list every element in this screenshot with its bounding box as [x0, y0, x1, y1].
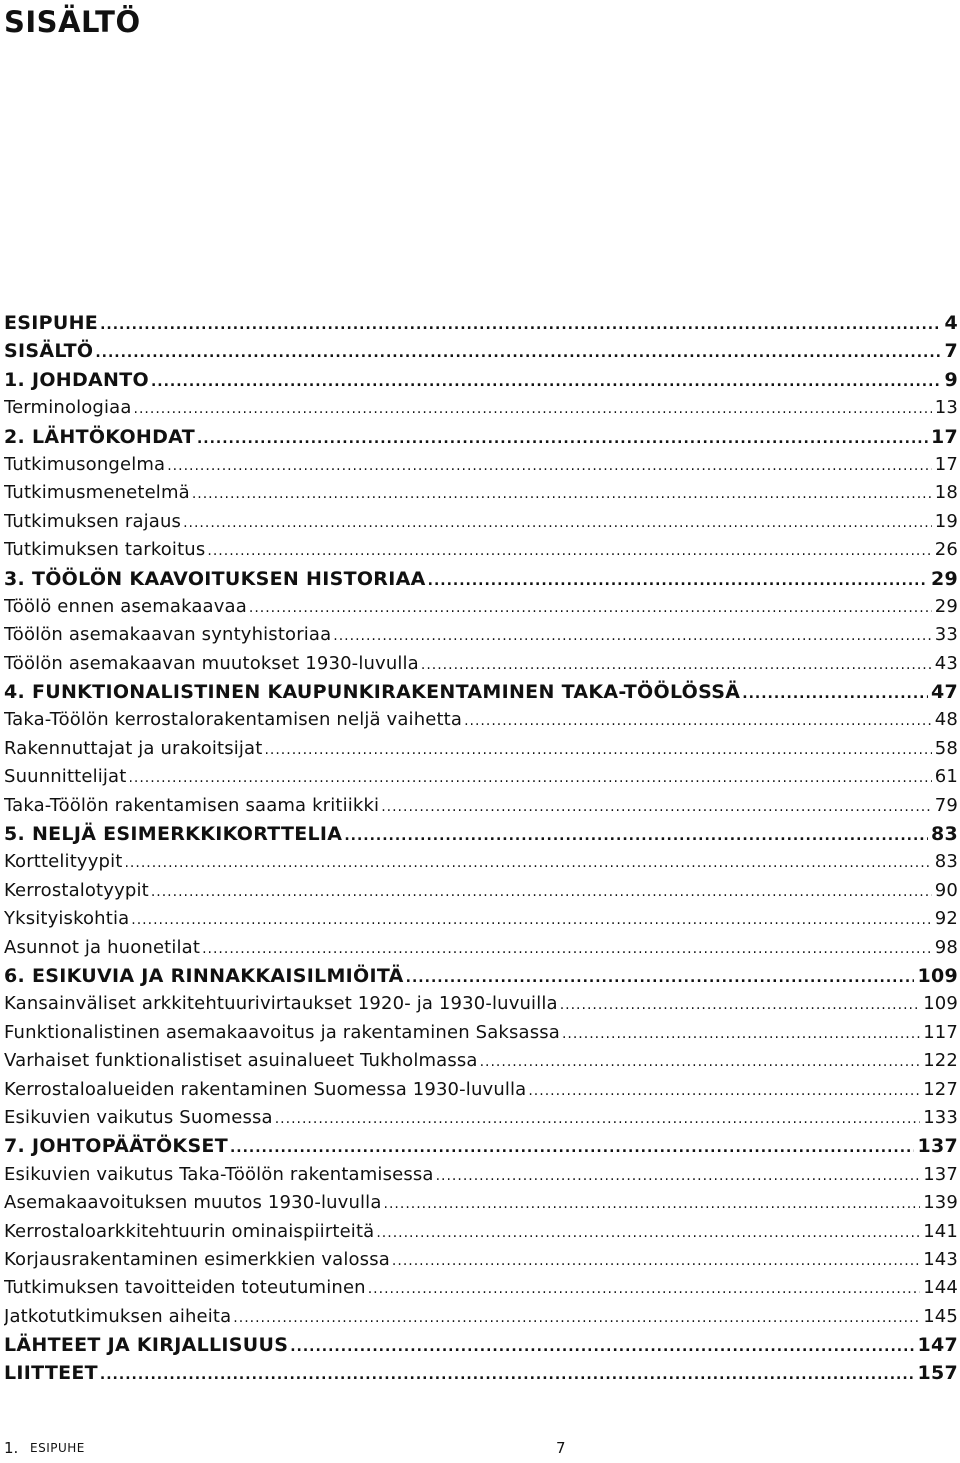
toc-leader-dots	[192, 480, 932, 507]
toc-chapter-entry[interactable]	[4, 820, 958, 848]
toc-entry-page: 4	[944, 312, 958, 334]
toc-entry-title: Jatkotutkimuksen aiheita	[4, 1305, 232, 1327]
toc-entry-title: 7. JOHTOPÄÄTÖKSET	[4, 1135, 228, 1158]
toc-entry-page: 13	[934, 397, 958, 419]
toc-section-entry[interactable]	[4, 621, 958, 649]
toc-section-entry[interactable]	[4, 763, 958, 791]
toc-leader-dots	[197, 425, 928, 451]
toc-leader-dots	[207, 537, 931, 564]
toc-chapter-entry[interactable]	[4, 337, 958, 365]
toc-entry-title: Rakennuttajat ja urakoitsijat	[4, 737, 263, 759]
toc-section-entry[interactable]	[4, 1047, 958, 1075]
toc-section-entry[interactable]	[4, 1076, 958, 1104]
toc-entry-page: 117	[923, 1021, 958, 1043]
toc-leader-dots	[406, 964, 915, 990]
toc-leader-dots	[344, 822, 928, 848]
toc-entry-page: 58	[934, 737, 958, 759]
toc-entry-page: 127	[923, 1078, 958, 1100]
toc-section-entry[interactable]	[4, 1161, 958, 1189]
toc-entry-title: 3. TÖÖLÖN KAAVOITUKSEN HISTORIAA	[4, 567, 426, 590]
toc-leader-dots	[124, 849, 931, 876]
toc-leader-dots	[376, 1219, 920, 1246]
toc-entry-title: SISÄLTÖ	[4, 340, 94, 363]
toc-entry-title: ESIPUHE	[4, 312, 99, 334]
toc-entry-title: Töölön asemakaavan syntyhistoriaa	[4, 624, 332, 646]
toc-section-entry[interactable]	[4, 650, 958, 678]
toc-entry-title: Yksityiskohtia	[4, 908, 130, 930]
toc-section-entry[interactable]	[4, 877, 958, 905]
toc-entry-page: 7	[944, 340, 958, 363]
toc-leader-dots	[562, 1020, 920, 1047]
toc-entry-title: Taka-Töölön rakentamisen saama kritiikki	[4, 794, 380, 816]
toc-entry-page: 17	[930, 425, 958, 448]
toc-leader-dots	[528, 1077, 920, 1104]
toc-entry-page: 122	[923, 1050, 958, 1072]
toc-entry-title: 2. LÄHTÖKOHDAT	[4, 425, 195, 448]
toc-entry-page: 43	[934, 652, 958, 674]
toc-entry-title: Taka-Töölön kerrostalorakentamisen neljä vaihetta	[4, 709, 463, 731]
toc-entry-page: 141	[923, 1220, 958, 1242]
toc-entry-title: Asunnot ja huonetilat	[4, 936, 201, 958]
toc-entry-page: 145	[923, 1305, 958, 1327]
toc-leader-dots	[233, 1304, 920, 1331]
toc-entry-page: 47	[930, 681, 958, 704]
footer-section-number: 1.	[4, 1439, 19, 1457]
toc-chapter-entry[interactable]	[4, 962, 958, 990]
toc-section-entry[interactable]	[4, 479, 958, 507]
toc-entry-title: Töölö ennen asemakaavaa	[4, 595, 247, 617]
toc-entry-title: Kerrostaloalueiden rakentaminen Suomessa 1930-luvulla	[4, 1078, 527, 1100]
toc-section-entry[interactable]	[4, 706, 958, 734]
toc-entry-title: Tutkimuksen tarkoitus	[4, 539, 206, 561]
toc-section-entry[interactable]	[4, 394, 958, 422]
toc-leader-dots	[230, 1134, 914, 1160]
toc-entry-title: Asemakaavoituksen muutos 1930-luvulla	[4, 1192, 382, 1214]
toc-entry-page: 109	[917, 964, 958, 987]
toc-leader-dots	[151, 368, 942, 394]
toc-entry-page: 147	[917, 1334, 958, 1357]
toc-entry-page: 157	[917, 1362, 958, 1385]
toc-entry-title: Tutkimusmenetelmä	[4, 482, 190, 504]
toc-chapter-entry[interactable]	[4, 1132, 958, 1160]
toc-chapter-entry[interactable]	[4, 565, 958, 593]
toc-leader-dots	[131, 906, 932, 933]
toc-entry-title: 6. ESIKUVIA JA RINNAKKAISILMIÖITÄ	[4, 964, 404, 987]
toc-section-entry[interactable]	[4, 905, 958, 933]
toc-entry-title: Korttelityypit	[4, 851, 123, 873]
toc-section-entry[interactable]	[4, 934, 958, 962]
toc-leader-dots	[202, 935, 932, 962]
toc-leader-dots	[436, 1162, 921, 1189]
toc-section-entry[interactable]	[4, 593, 958, 621]
footer-page-number: 7	[556, 1439, 566, 1457]
toc-chapter-entry[interactable]	[4, 309, 958, 337]
toc-section-entry[interactable]	[4, 735, 958, 763]
toc-leader-dots	[151, 878, 932, 905]
toc-section-entry[interactable]	[4, 451, 958, 479]
toc-entry-title: 4. FUNKTIONALISTINEN KAUPUNKIRAKENTAMINEN TAKA-TÖÖLÖSSÄ	[4, 681, 741, 704]
toc-leader-dots	[249, 594, 932, 621]
toc-leader-dots	[560, 991, 920, 1018]
toc-section-entry[interactable]	[4, 1189, 958, 1217]
page-footer	[4, 1437, 604, 1459]
toc-leader-dots	[290, 1333, 914, 1359]
toc-leader-dots	[428, 567, 928, 593]
toc-entry-page: 144	[923, 1277, 958, 1299]
toc-section-entry[interactable]	[4, 1104, 958, 1132]
toc-leader-dots	[264, 736, 931, 763]
toc-section-entry[interactable]	[4, 1218, 958, 1246]
toc-entry-title: Varhaiset funktionalistiset asuinalueet Tukholmassa	[4, 1050, 478, 1072]
toc-leader-dots	[384, 1190, 921, 1217]
toc-section-entry[interactable]	[4, 1274, 958, 1302]
toc-section-entry[interactable]	[4, 1246, 958, 1274]
toc-entry-title: Esikuvien vaikutus Taka-Töölön rakentamisessa	[4, 1163, 434, 1185]
toc-leader-dots	[392, 1247, 920, 1274]
toc-entry-page: 29	[934, 595, 958, 617]
toc-leader-dots	[128, 764, 931, 791]
toc-chapter-entry[interactable]	[4, 423, 958, 451]
toc-entry-title: Terminologiaa	[4, 397, 132, 419]
toc-entry-page: 137	[917, 1135, 958, 1158]
toc-entry-title: Kansainväliset arkkitehtuurivirtaukset 1920- ja 1930-luvuilla	[4, 993, 558, 1015]
toc-entry-page: 48	[934, 709, 958, 731]
toc-chapter-entry[interactable]	[4, 1331, 958, 1359]
toc-entry-page: 139	[923, 1192, 958, 1214]
toc-leader-dots	[275, 1105, 920, 1132]
toc-leader-dots	[381, 793, 932, 820]
toc-entry-page: 143	[923, 1248, 958, 1270]
toc-entry-title: 1. JOHDANTO	[4, 368, 149, 391]
toc-leader-dots	[421, 651, 932, 678]
toc-entry-title: Kerrostalotyypit	[4, 879, 149, 901]
footer-section-name: ESIPUHE	[30, 1441, 85, 1455]
toc-section-entry[interactable]	[4, 848, 958, 876]
toc-section-entry[interactable]	[4, 1303, 958, 1331]
toc-leader-dots	[742, 680, 928, 706]
toc-leader-dots	[100, 1361, 915, 1387]
toc-entry-title: 5. NELJÄ ESIMERKKIKORTTELIA	[4, 823, 343, 846]
toc-section-entry[interactable]	[4, 536, 958, 564]
toc-entry-title: Tutkimuksen rajaus	[4, 510, 182, 532]
toc-entry-title: Korjausrakentaminen esimerkkien valossa	[4, 1248, 390, 1270]
toc-entry-title: Suunnittelijat	[4, 766, 127, 788]
toc-entry-title: LIITTEET	[4, 1362, 98, 1385]
toc-leader-dots	[464, 707, 932, 734]
toc-entry-page: 9	[944, 368, 958, 391]
toc-entry-title: Töölön asemakaavan muutokset 1930-luvulla	[4, 652, 419, 674]
toc-entry-page: 83	[934, 851, 958, 873]
toc-leader-dots	[333, 622, 932, 649]
toc-entry-page: 19	[934, 510, 958, 532]
page-title: SISÄLTÖ	[4, 5, 141, 39]
toc-entry-title: Funktionalistinen asemakaavoitus ja rakentaminen Saksassa	[4, 1021, 560, 1043]
toc-entry-title: Tutkimusongelma	[4, 453, 166, 475]
toc-entry-title: Tutkimuksen tavoitteiden toteutuminen	[4, 1277, 366, 1299]
toc-entry-title: LÄHTEET JA KIRJALLISUUS	[4, 1334, 289, 1357]
toc-entry-title: Kerrostaloarkkitehtuurin ominaispiirteitä	[4, 1220, 375, 1242]
toc-section-entry[interactable]	[4, 1019, 958, 1047]
toc-section-entry[interactable]	[4, 990, 958, 1018]
toc-entry-page: 83	[930, 823, 958, 846]
toc-entry-page: 90	[934, 879, 958, 901]
table-of-contents	[4, 309, 958, 1388]
toc-leader-dots	[134, 395, 932, 422]
toc-entry-page: 109	[923, 993, 958, 1015]
toc-leader-dots	[368, 1275, 920, 1302]
toc-leader-dots	[95, 339, 941, 365]
toc-leader-dots	[183, 509, 932, 536]
toc-section-entry[interactable]	[4, 792, 958, 820]
toc-entry-page: 61	[934, 766, 958, 788]
toc-entry-page: 33	[934, 624, 958, 646]
toc-entry-page: 79	[934, 794, 958, 816]
toc-chapter-entry[interactable]	[4, 366, 958, 394]
toc-entry-page: 98	[934, 936, 958, 958]
toc-section-entry[interactable]	[4, 508, 958, 536]
toc-leader-dots	[480, 1048, 921, 1075]
toc-chapter-entry[interactable]	[4, 678, 958, 706]
toc-entry-title: Esikuvien vaikutus Suomessa	[4, 1106, 273, 1128]
toc-leader-dots	[100, 311, 941, 337]
toc-leader-dots	[167, 452, 932, 479]
toc-entry-page: 18	[934, 482, 958, 504]
toc-entry-page: 26	[934, 539, 958, 561]
toc-entry-page: 17	[934, 453, 958, 475]
toc-entry-page: 137	[923, 1163, 958, 1185]
toc-entry-page: 133	[923, 1106, 958, 1128]
toc-chapter-entry[interactable]	[4, 1359, 958, 1387]
toc-entry-page: 92	[934, 908, 958, 930]
toc-entry-page: 29	[930, 567, 958, 590]
